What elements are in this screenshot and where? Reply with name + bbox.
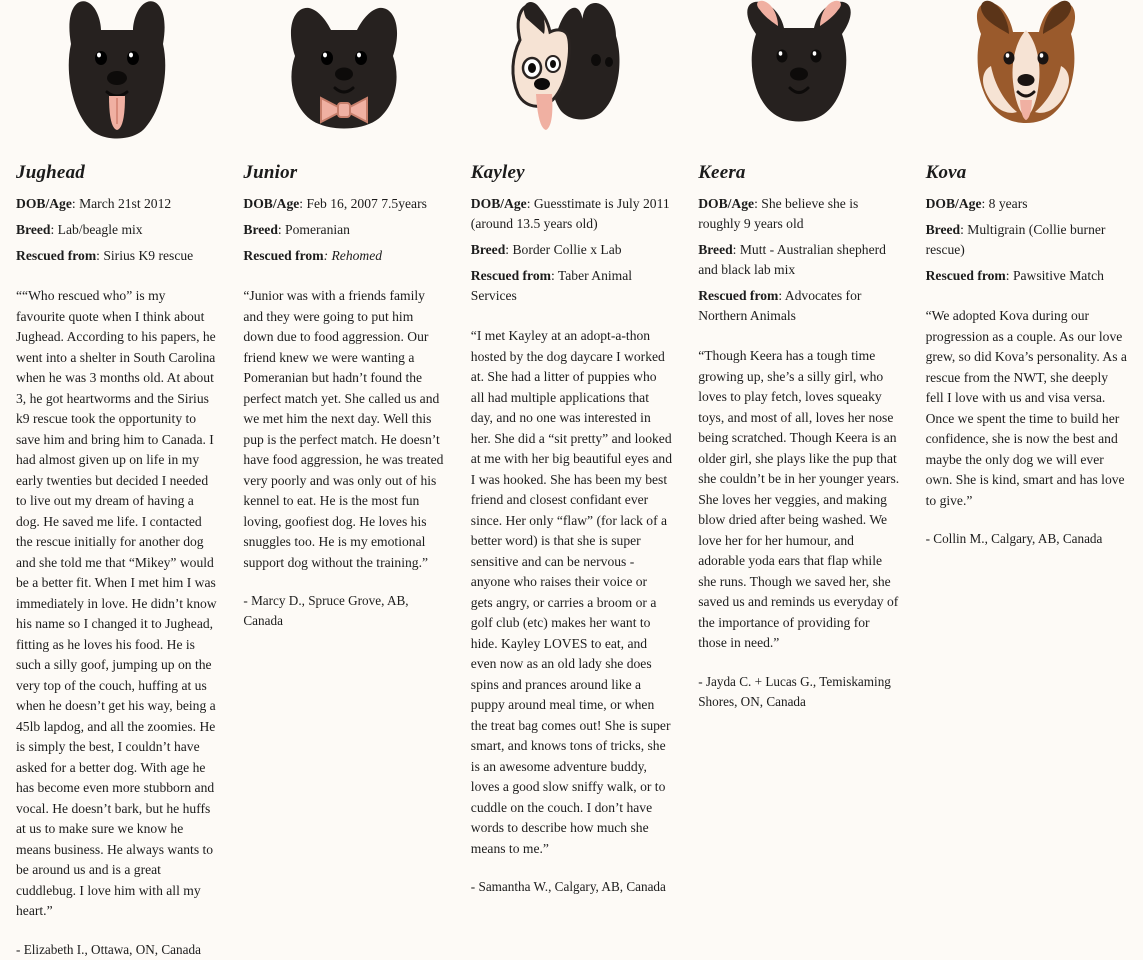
label-rescued: Rescued from bbox=[470, 268, 551, 283]
black-pom-bowtie-icon bbox=[279, 0, 409, 148]
dog-attribution: - Collin M., Calgary, AB, Canada bbox=[925, 531, 1103, 546]
dog-meta-dob bbox=[926, 194, 1127, 214]
dog-attribution: - Samantha W., Calgary, AB, Canada bbox=[470, 879, 666, 894]
value-breed: : Mutt - Australian shepherd and black lab mix bbox=[698, 242, 886, 277]
value-breed: : Border Collie x Lab bbox=[505, 242, 622, 257]
dog-card bbox=[471, 0, 672, 960]
value-dob: : 8 years bbox=[981, 196, 1028, 211]
label-breed: Breed bbox=[925, 222, 961, 237]
dog-meta-dob bbox=[698, 194, 899, 234]
dog-portrait-keera bbox=[698, 0, 899, 148]
label-dob: DOB/Age bbox=[243, 196, 300, 211]
dog-name: Keera bbox=[698, 162, 746, 183]
dog-meta-rescued bbox=[243, 246, 444, 266]
two-dogs-collie-icon bbox=[506, 0, 636, 148]
value-breed: : Multigrain (Collie burner rescue) bbox=[925, 222, 1106, 257]
dog-portrait-jughead bbox=[16, 0, 217, 148]
black-lab-tongue-icon bbox=[57, 0, 177, 148]
label-rescued: Rescued from bbox=[243, 248, 324, 263]
dog-portrait-kayley bbox=[471, 0, 672, 148]
dog-meta-rescued bbox=[16, 246, 217, 266]
dog-meta-breed bbox=[16, 220, 217, 240]
dog-card bbox=[243, 0, 444, 960]
dog-card bbox=[926, 0, 1127, 960]
dog-name: Jughead bbox=[16, 162, 85, 183]
label-rescued: Rescued from bbox=[16, 248, 97, 263]
dog-meta-rescued bbox=[698, 286, 899, 326]
label-dob: DOB/Age bbox=[698, 196, 755, 211]
label-breed: Breed bbox=[243, 222, 278, 237]
dog-portrait-junior bbox=[243, 0, 444, 148]
dog-meta-rescued bbox=[926, 266, 1127, 286]
value-rescued: : Sirius K9 rescue bbox=[96, 248, 194, 263]
label-breed: Breed bbox=[16, 222, 51, 237]
value-dob: : Guesstimate is July 2011 (around 13.5 years old) bbox=[470, 196, 670, 231]
dog-meta-breed bbox=[698, 240, 899, 280]
label-breed: Breed bbox=[470, 242, 506, 257]
black-shepherd-ears-icon bbox=[734, 0, 864, 148]
label-breed: Breed bbox=[698, 242, 733, 257]
dog-name: Kayley bbox=[470, 162, 525, 183]
value-dob: : Feb 16, 2007 7.5years bbox=[299, 196, 427, 211]
dog-attribution: - Elizabeth I., Ottawa, ON, Canada bbox=[16, 941, 201, 957]
dog-attribution: - Marcy D., Spruce Grove, AB, Canada bbox=[243, 593, 409, 628]
value-breed: : Lab/beagle mix bbox=[50, 222, 143, 237]
value-rescued: : Rehomed bbox=[323, 248, 383, 263]
dog-meta-rescued bbox=[471, 266, 672, 306]
value-breed: : Pomeranian bbox=[277, 222, 350, 237]
dog-meta-breed bbox=[471, 240, 672, 260]
dog-story: “Junior was with a friends family and they were going to put him down due to food aggression. Our friend knew we were wanting a Pomeranian but hadn’t found the perfect match yet. She called us and we met him the next day. Well this pup is the perfect match. He doesn’t have food aggression, he was treated very poorly and was only out of his kennel to eat. He is the most fun loving, goofiest dog. He loves his snuggles too. He is my emotional support dog without the training.” bbox=[243, 288, 444, 570]
dog-meta-dob bbox=[16, 194, 217, 214]
label-dob: DOB/Age bbox=[470, 196, 527, 211]
dog-meta-breed bbox=[926, 220, 1127, 260]
dog-attribution: - Jayda C. + Lucas G., Temiskaming Shores, ON, Canada bbox=[698, 673, 891, 709]
dog-card bbox=[16, 0, 217, 960]
dog-name: Kova bbox=[925, 162, 967, 183]
dog-meta-breed bbox=[243, 220, 444, 240]
dog-card bbox=[698, 0, 899, 960]
dog-meta-dob bbox=[471, 194, 672, 234]
value-rescued: : Taber Animal Services bbox=[470, 268, 633, 303]
tricolor-collie-icon bbox=[961, 0, 1091, 148]
label-dob: DOB/Age bbox=[16, 196, 72, 211]
label-rescued: Rescued from bbox=[925, 268, 1006, 283]
dog-story: “Though Keera has a tough time growing up, she’s a silly girl, who loves to play fetch, loves squeaky toys, and most of all, loves her nose being scratched. Though Keera is an older girl, she plays like the pup that she couldn’t be in her younger years. She loves her veggies, and making blow dried after being washed. We love her for her humour, and adorable yoda ears that flap while she runs. Though we saved her, she saved us and reminds us everyday of the importance of providing for those in need.” bbox=[698, 348, 900, 650]
dog-story: “We adopted Kova during our progression as a couple. As our love grew, so did Kova’s personality. As a rescue from the NWT, she deeply fell I love with us and visa versa. Once we spent the time to build her confidence, she is now the best and maybe the only dog we will ever own. She is kind, smart and has love to give.” bbox=[925, 308, 1127, 508]
value-rescued: : Advocates for Northern Animals bbox=[698, 288, 862, 323]
dog-story: “I met Kayley at an adopt-a-thon hosted by the dog daycare I worked at. She had a litter of puppies who all had multiple applications that day, and no one was interested in her. She did a “sit pretty” and looked at me with her big beautiful eyes and I was hooked. She has been my best friend and closest confidant ever since. Her only “flaw” (for lack of a better word) is that she is super sensitive and can be nervous - anyone who raises their voice or gets angry, or carries a broom or a golf club (etc) makes her want to hide. Kayley LOVES to eat, and even now as an old lady she does spins and prances around like a puppy around meal time, or when the treat bag comes out! She is super smart, and knows tons of tricks, she is an awesome adventure buddy, loves a good slow sniffy walk, or to cuddle on the couch. I don’t have words to describe how much she means to me.” bbox=[470, 328, 672, 856]
dog-portrait-kova bbox=[926, 0, 1127, 148]
dog-story: ““Who rescued who” is my favourite quote when I think about Jughead. According to his papers, he went into a shelter in South Carolina when he was 3 months old. At about 3, he got heartworms and the Sirius k9 rescue took the opportunity to save him and bring him to Canada. I had almost given up on life in my early twenties but decided I needed to live out my dream of having a dog. He saved me life. I contacted the rescue initially for another dog and she told me that “Mikey” would be a better fit. When I met him I was immediately in love. He didn’t know his name so I changed it to Jughead, fitting as he loves his food. He is such a silly goof, jumping up on the very top of the couch, huffing at us when he doesn’t get his way, being a 45lb lapdog, and all the zoomies. He is simply the best, I couldn’t have asked for a better dog. With age he has become even more stubborn and vocal. He doesn’t bark, but he huffs at us to make sure we know he means business. He always wants to be around us and is a great cuddlebug. I love him with all my heart.” bbox=[16, 288, 217, 918]
label-rescued: Rescued from bbox=[698, 288, 779, 303]
dog-name: Junior bbox=[243, 162, 298, 183]
label-dob: DOB/Age bbox=[925, 196, 982, 211]
dog-meta-dob bbox=[243, 194, 444, 214]
value-rescued: : Pawsitive Match bbox=[1005, 268, 1104, 283]
value-dob: : March 21st 2012 bbox=[71, 196, 172, 211]
value-dob: : She believe she is roughly 9 years old bbox=[698, 196, 859, 231]
